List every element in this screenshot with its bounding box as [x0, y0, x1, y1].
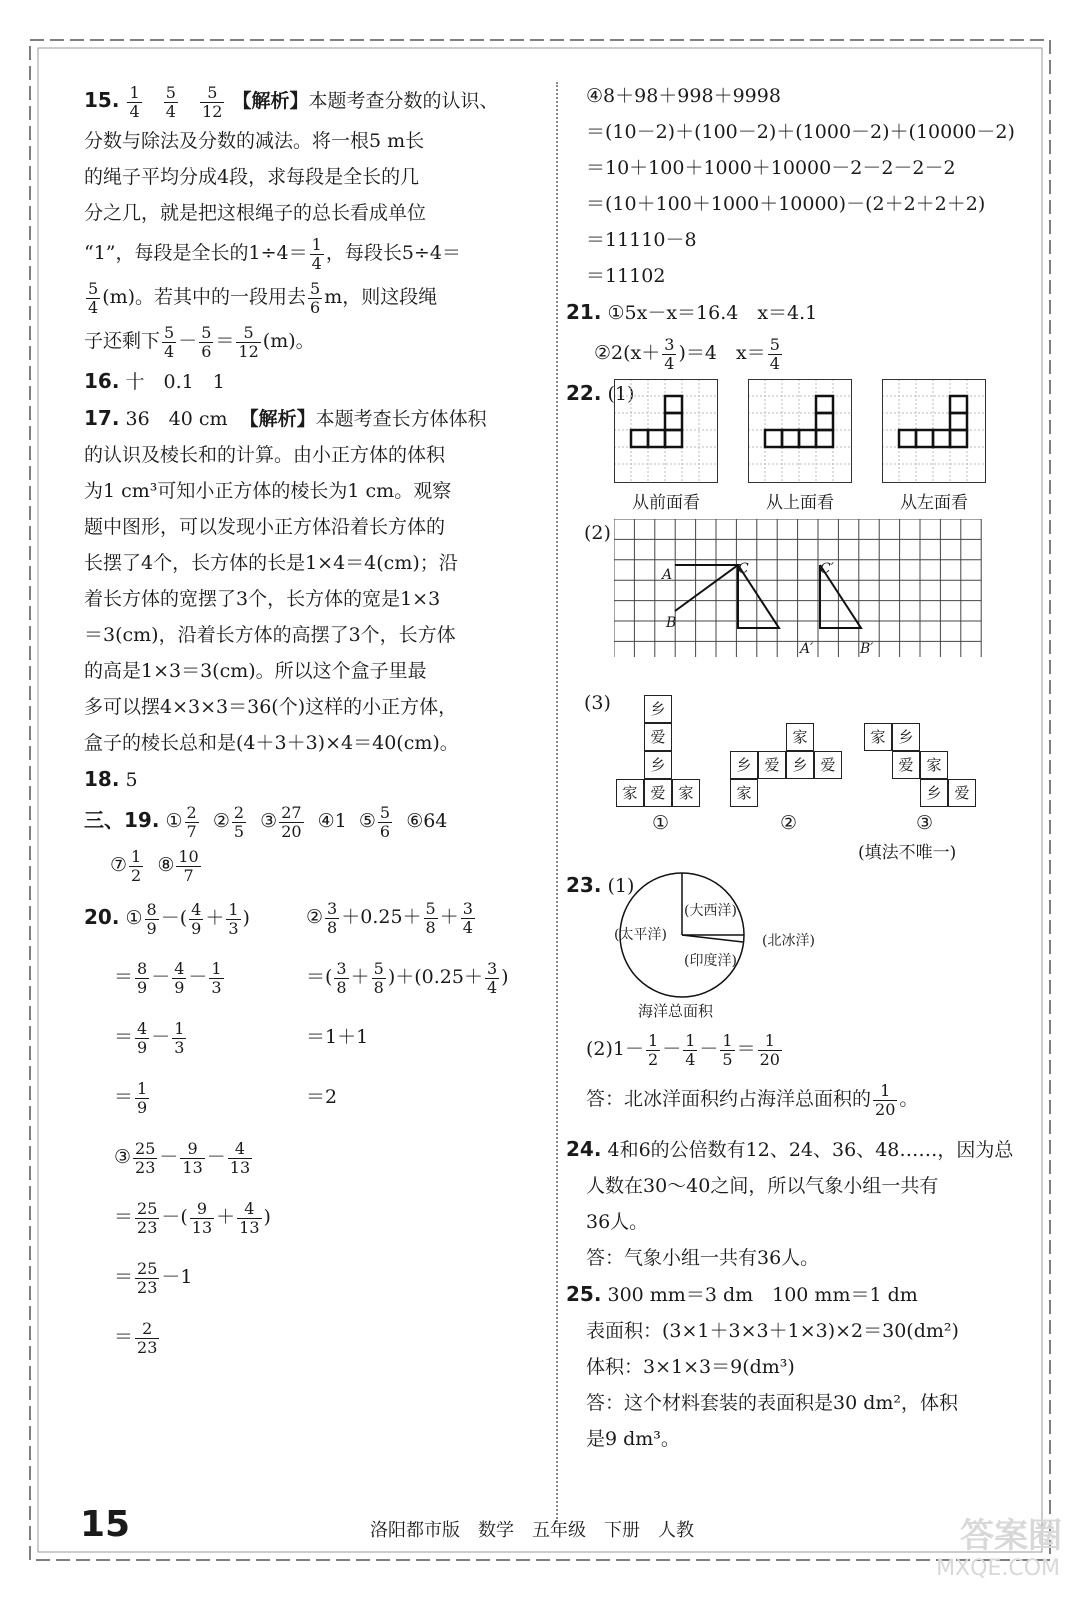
q23: 23. (1) (太平洋) (大西洋) (印度洋) (北冰洋) 海洋总面积 (2)1－ $\frac{1}{2}$ － $\frac{1}{4}$ － $\frac{1}{5}$ ＝ $\frac{1}{20}$ 答：北冰洋面积约占海洋总面积的 $\frac{1}{20}$ 。	[566, 867, 1026, 1117]
fraction: $\frac{5}{12}$	[202, 82, 223, 121]
view-top-grid	[748, 379, 852, 483]
page-number: 15	[80, 1504, 131, 1545]
fraction: $\frac{5}{4}$	[165, 82, 176, 121]
q25: 25. 300 mm＝3 dm 100 mm＝1 dm 表面积：(3×1＋3×3＋1×3)×2＝30(dm²) 体积：3×1×3＝9(dm³) 答：这个材料套装的表面积是30 dm²，体积 是9 dm³。	[566, 1282, 959, 1450]
right-column: ④8＋98＋998＋9998 ＝(10－2)＋(100－2)＋(1000－2)＋(10000－2) ＝10＋100＋1000＋10000－2－2－2－2 ＝(10＋100＋1000＋10000)－(2＋2＋2＋2) ＝11110－8 ＝11102 21. ①5x－x＝16.4 x＝4.1 ②2(x＋ $\frac{3}{4}$ )＝4 x＝ $\frac{5}{4}$ 22. (1) 从前面看 从上面看 从左面看 (2) A B C C′ A′ B′ (3) 乡 爱 乡 家 爱 家 家 乡 爱 乡 爱 家 家 乡 爱 家 乡 爱 ① ② ③ (填法不唯一) 23. (1) (太平洋) (大西洋) (印度洋) (北冰洋) 海洋总面积 (2)1－ $\frac{1}{2}$ － $\frac{1}{4}$ － $\frac{1}{5}$ ＝ $\frac{1}{20}$ 答：北冰洋面积约占海洋总面积的 $\frac{1}{20}$ 。 24. 4和6的公倍数有12、24、36、48……，因为总 人数在30～40之间，所以气象小组一共有 36人。 答：气象小组一共有36人。 25. 300 mm＝3 dm 100 mm＝1 dm 表面积：(3×1＋3×3＋1×3)×2＝30(dm²) 体积：3×1×3＝9(dm³) 答：这个材料套装的表面积是30 dm²，体积 是9 dm³。	[586, 78, 1026, 1457]
q20: 20. ① $\frac{8}{9}$ －( $\frac{4}{9}$ ＋ $\frac{1}{3}$ ) ② $\frac{3}{8}$ ＋0.25＋ $\frac{5}{8}$ ＋ $\frac{3}{4}$ ＝ $\frac{8}{9}$ － $\frac{4}{9}$ － $\frac{1}{3}$ ＝( $\frac{3}{8}$ ＋ $\frac{5}{8}$ )＋(0.25＋ $\frac{3}{4}$ ) ＝ $\frac{4}{9}$ － $\frac{1}{3}$ ＝1＋1 ＝ $\frac{1}{9}$ ＝2 ③ $\frac{25}{23}$ － $\frac{9}{13}$ － $\frac{4}{13}$ ＝ $\frac{25}{23}$ －( $\frac{9}{13}$ ＋ $\frac{4}{13}$ ) ＝ $\frac{25}{23}$ －1 ＝ $\frac{2}{23}$	[84, 898, 509, 1357]
q17: 17. 36 40 cm 【解析】本题考查长方体体积	[84, 406, 487, 430]
page-footer	[80, 1504, 1000, 1544]
q16: 16. 十 0.1 1	[84, 369, 225, 393]
fraction: $\frac{1}{4}$	[129, 82, 140, 121]
watermark-logo: 答案圈	[960, 1516, 1062, 1556]
footer-text: 洛阳都市版 数学 五年级 下册 人教	[370, 1520, 694, 1541]
q19: 三、19. ① $\frac{2}{7}$ ② $\frac{2}{5}$ ③ $\frac{27}{20}$ ④1 ⑤ $\frac{5}{6}$ ⑥64	[84, 802, 448, 841]
view-left-grid	[882, 379, 986, 483]
q24: 24. 4和6的公倍数有12、24、36、48……，因为总 人数在30～40之间，所以气象小组一共有 36人。 答：气象小组一共有36人。	[566, 1137, 1014, 1269]
left-column: 15. $\frac{1}{4}$ $\frac{5}{4}$ $\frac{5}{12}$ 【解析】本题考查分数的认识、 分数与除法及分数的减法。将一根5 m长 的绳子平均分成4段，求每段是全长的几 分之几，就是把这根绳子的总长看成单位 “1”，每段是全长的1÷4＝ $\frac{1}{4}$ ，每段长5÷4＝ $\frac{5}{4}$ (m)。若其中的一段用去 $\frac{5}{6}$ m，则这段绳 子还剩下 $\frac{5}{4}$ － $\frac{5}{6}$ ＝ $\frac{5}{12}$ (m)。 16. 十 0.1 1 17. 36 40 cm 【解析】本题考查长方体体积 的认识及棱长和的计算。由小正方体的体积 为1 cm³可知小正方体的棱长为1 cm。观察 题中图形，可以发现小正方体沿着长方体的 长摆了4个，长方体的长是1×4＝4(cm)；沿 着长方体的宽摆了3个，长方体的宽是1×3 ＝3(cm)，沿着长方体的高摆了3个，长方体 的高是1×3＝3(cm)。所以这个盒子里最 多可以摆4×3×3＝36(个)这样的小正方体， 盒子的棱长总和是(4＋3＋3)×4＝40(cm)。 18. 5 三、19. ① $\frac{2}{7}$ ② $\frac{2}{5}$ ③ $\frac{27}{20}$ ④1 ⑤ $\frac{5}{6}$ ⑥64 ⑦ $\frac{1}{2}$ ⑧ $\frac{10}{7}$ 20. ① $\frac{8}{9}$ －( $\frac{4}{9}$ ＋ $\frac{1}{3}$ ) ② $\frac{3}{8}$ ＋0.25＋ $\frac{5}{8}$ ＋ $\frac{3}{4}$ ＝ $\frac{8}{9}$ － $\frac{4}{9}$ － $\frac{1}{3}$ ＝( $\frac{3}{8}$ ＋ $\frac{5}{8}$ )＋(0.25＋ $\frac{3}{4}$ ) ＝ $\frac{4}{9}$ － $\frac{1}{3}$ ＝1＋1 ＝ $\frac{1}{9}$ ＝2 ③ $\frac{25}{23}$ － $\frac{9}{13}$ － $\frac{4}{13}$ ＝ $\frac{25}{23}$ －( $\frac{9}{13}$ ＋ $\frac{4}{13}$ ) ＝ $\frac{25}{23}$ －1 ＝ $\frac{2}{23}$	[84, 78, 536, 1415]
q18: 18. 5	[84, 767, 138, 791]
q22: 22. (1) 从前面看 从上面看 从左面看 (2) A B C C′ A′ B′ (3) 乡 爱 乡 家 爱 家 家 乡 爱 乡 爱 家 家 乡 爱 家 乡 爱 ① ② ③ (填法不唯一)	[566, 375, 1026, 845]
q21: 21. ①5x－x＝16.4 x＝4.1	[566, 300, 818, 324]
view-front-grid	[614, 379, 718, 483]
q15-line1: 15. $\frac{1}{4}$ $\frac{5}{4}$ $\frac{5}{12}$ 【解析】本题考查分数的认识、	[84, 82, 499, 121]
watermark-url: MXQE.COM	[936, 1556, 1060, 1581]
column-divider	[556, 82, 558, 1522]
